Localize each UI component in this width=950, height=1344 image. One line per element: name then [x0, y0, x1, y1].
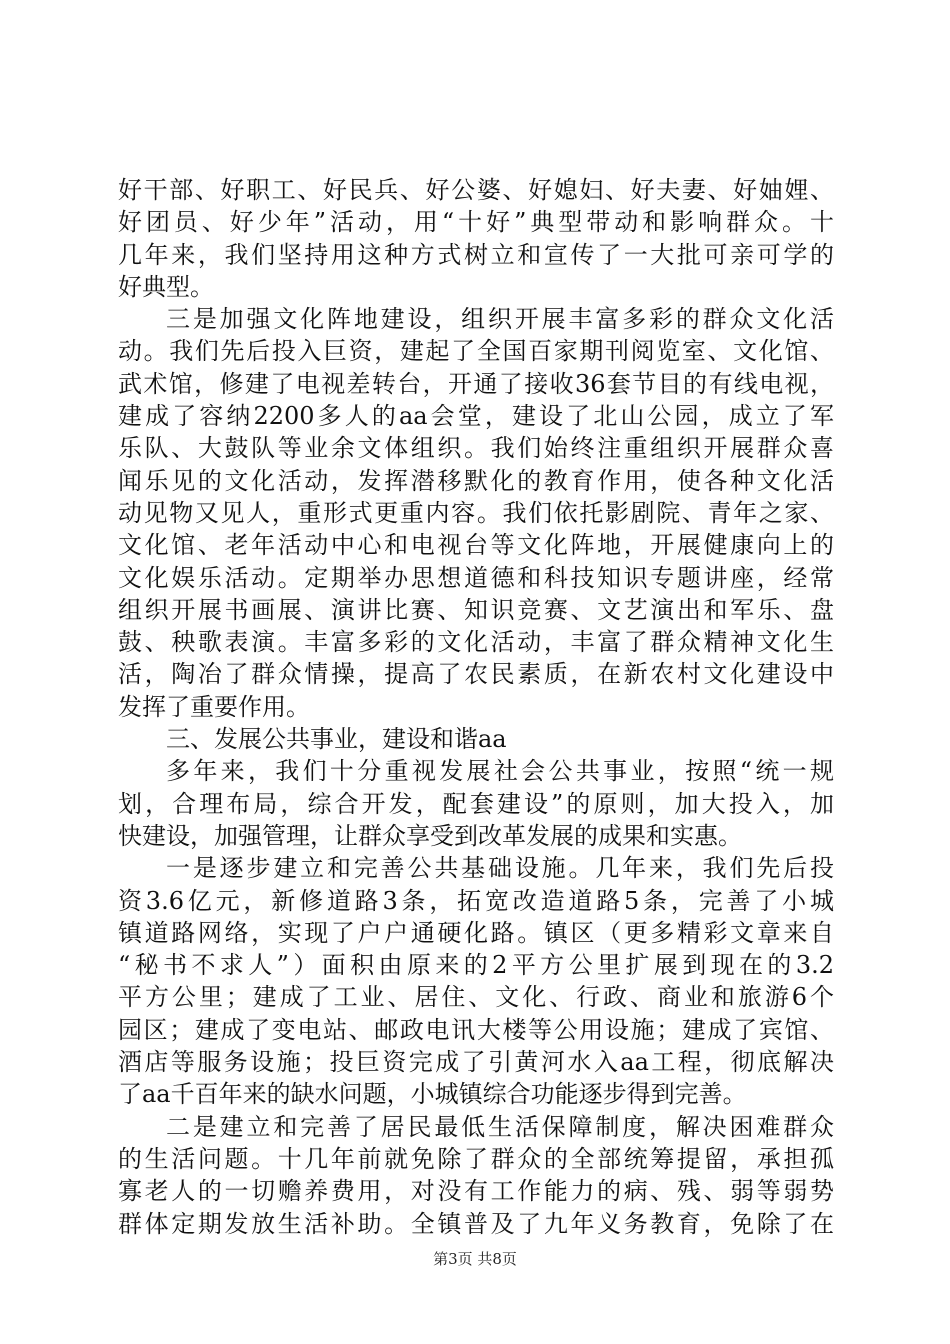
text-line: 组织开展书画展、演讲比赛、知识竞赛、文艺演出和军乐、盘 [118, 595, 834, 624]
text-line: 鼓、秧歌表演。丰富多彩的文化活动，丰富了群众精神文化生 [118, 628, 834, 657]
text-line: “秘书不求人”）面积由原来的2平方公里扩展到现在的3.2 [118, 951, 834, 980]
text-line: 动。我们先后投入巨资，建起了全国百家期刊阅览室、文化馆、 [118, 337, 834, 366]
text-line: 乐队、大鼓队等业余文体组织。我们始终注重组织开展群众喜 [118, 434, 834, 463]
text-line: 好典型。 [118, 272, 214, 301]
text-line: 建成了容纳2200多人的aa会堂，建设了北山公园，成立了军 [118, 402, 834, 431]
page-number: 第3页 共8页 [433, 1250, 517, 1268]
text-line: 快建设，加强管理，让群众享受到改革发展的成果和实惠。 [118, 821, 742, 850]
text-line: 寡老人的一切赡养费用，对没有工作能力的病、残、弱等弱势 [118, 1177, 834, 1206]
text-line: 园区；建成了变电站、邮政电讯大楼等公用设施；建成了宾馆、 [118, 1015, 834, 1044]
text-line: 酒店等服务设施；投巨资完成了引黄河水入aa工程，彻底解决 [118, 1048, 834, 1077]
text-line: 文化馆、老年活动中心和电视台等文化阵地，开展健康向上的 [118, 531, 834, 560]
text-line: 三是加强文化阵地建设，组织开展丰富多彩的群众文化活 [166, 305, 834, 334]
text-line: 镇道路网络，实现了户户通硬化路。镇区（更多精彩文章来自 [118, 918, 834, 947]
text-line: 资3.6亿元，新修道路3条，拓宽改造道路5条，完善了小城 [118, 886, 834, 915]
text-line: 文化娱乐活动。定期举办思想道德和科技知识专题讲座，经常 [118, 563, 834, 592]
text-line: 发挥了重要作用。 [118, 692, 310, 721]
text-line: 活，陶冶了群众情操，提高了农民素质，在新农村文化建设中 [118, 660, 834, 689]
text-line: 的生活问题。十几年前就免除了群众的全部统筹提留，承担孤 [118, 1144, 834, 1173]
text-line: 武术馆，修建了电视差转台，开通了接收36套节目的有线电视， [118, 369, 834, 398]
section-heading: 三、发展公共事业，建设和谐aa [166, 725, 507, 754]
text-line: 好干部、好职工、好民兵、好公婆、好媳妇、好夫妻、好妯娌、 [118, 176, 834, 204]
text-line: 划，合理布局，综合开发，配套建设”的原则，加大投入，加 [118, 789, 834, 818]
text-line: 几年来，我们坚持用这种方式树立和宣传了一大批可亲可学的 [118, 240, 834, 269]
text-line: 二是建立和完善了居民最低生活保障制度，解决困难群众 [166, 1112, 834, 1141]
text-line: 群体定期发放生活补助。全镇普及了九年义务教育，免除了在 [118, 1209, 834, 1238]
text-line: 了aa千百年来的缺水问题，小城镇综合功能逐步得到完善。 [118, 1080, 747, 1109]
text-line: 好团员、好少年”活动，用“十好”典型带动和影响群众。十 [118, 208, 834, 237]
text-line: 闻乐见的文化活动，发挥潜移默化的教育作用，使各种文化活 [118, 466, 834, 495]
text-line: 动见物又见人，重形式更重内容。我们依托影剧院、青年之家、 [118, 498, 834, 527]
text-line: 一是逐步建立和完善公共基础设施。几年来，我们先后投 [166, 854, 834, 883]
body-text [118, 174, 834, 1240]
text-line: 多年来，我们十分重视发展社会公共事业，按照“统一规 [166, 757, 834, 786]
text-line: 平方公里；建成了工业、居住、文化、行政、商业和旅游6个 [118, 983, 834, 1012]
